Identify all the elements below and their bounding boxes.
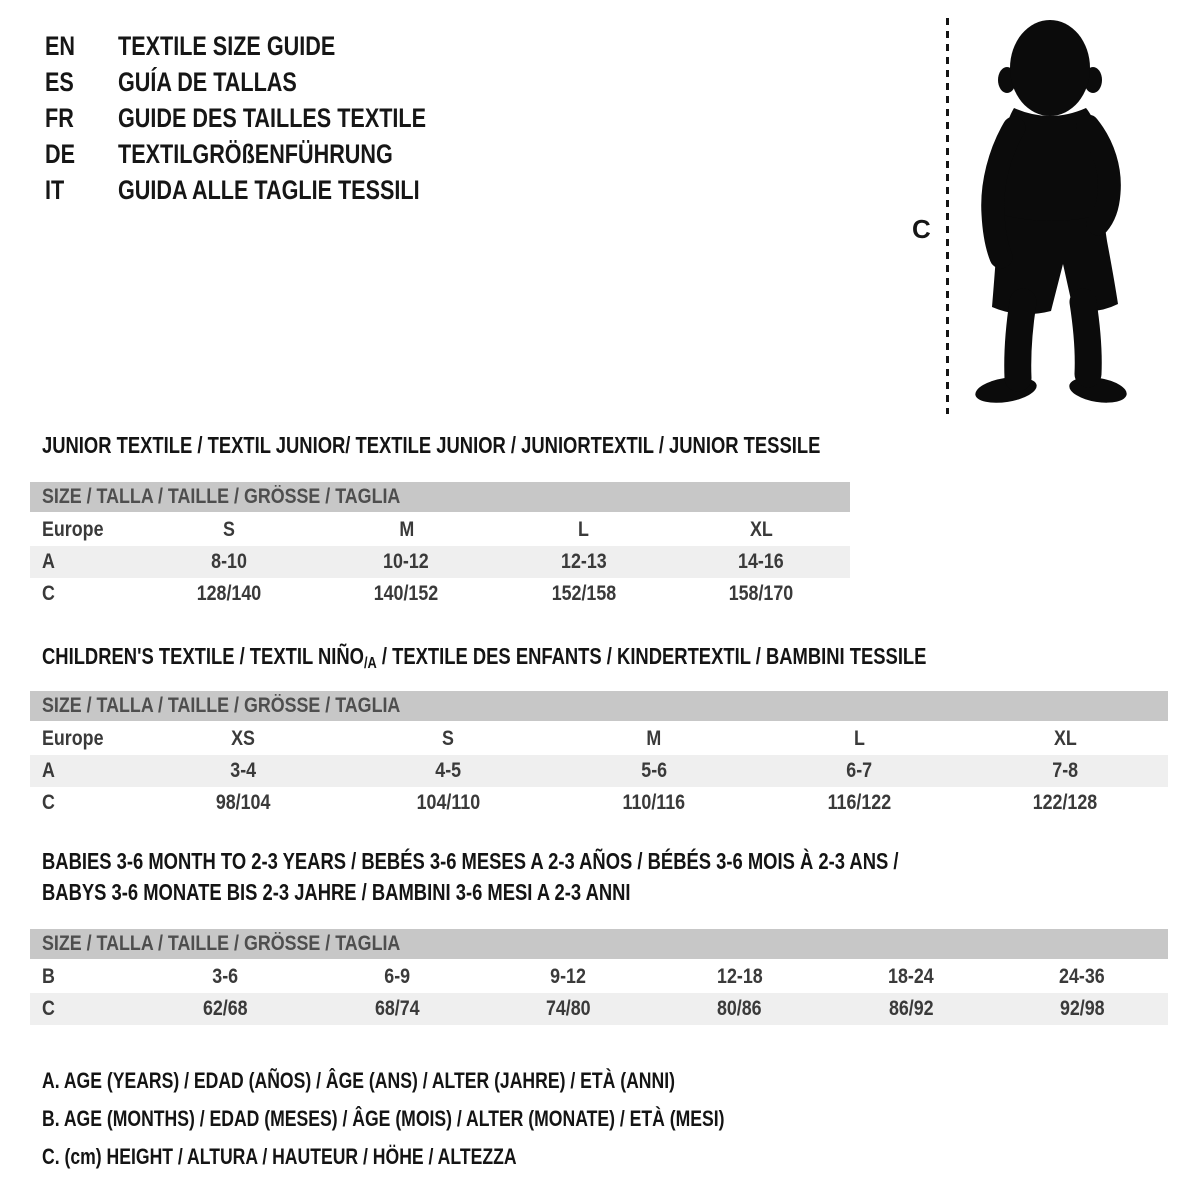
row-label: A: [42, 759, 55, 782]
height-cell: 74/80: [545, 997, 591, 1020]
language-title: GUÍA DE TALLAS: [118, 66, 297, 97]
children-section-title: CHILDREN'S TEXTILE / TEXTIL NIÑO/A / TEXTILE DES ENFANTS / KINDERTEXTIL / BAMBINI TESSILE: [42, 643, 927, 672]
junior-size-table: [30, 482, 850, 610]
height-dotted-line: [946, 18, 949, 414]
table-row-age-months: [30, 961, 1168, 993]
nino-a-subscript: /A: [363, 655, 377, 672]
language-code: IT: [45, 174, 65, 205]
note-c-height-cm: C. (cm) HEIGHT / ALTURA / HAUTEUR / HÖHE / ALTEZZA: [42, 1144, 517, 1169]
language-row-de: [45, 136, 503, 172]
age-cell: 3-4: [229, 759, 256, 782]
row-label: Europe: [42, 727, 104, 750]
junior-section-title: JUNIOR TEXTILE / TEXTIL JUNIOR/ TEXTILE JUNIOR / JUNIORTEXTIL / JUNIOR TESSILE: [42, 432, 821, 458]
age-cell: 24-36: [1059, 965, 1106, 988]
height-cell: 98/104: [215, 791, 271, 814]
table-row-height-cm: [30, 578, 850, 610]
legend-notes: [42, 1062, 895, 1176]
language-code: DE: [45, 138, 76, 169]
height-cell: 68/74: [374, 997, 420, 1020]
height-cell: 80/86: [717, 997, 762, 1020]
language-row-en: [45, 28, 503, 64]
height-cell: 116/122: [827, 791, 892, 814]
children-size-table: [30, 691, 1168, 819]
row-label: C: [42, 582, 55, 605]
language-title-list: [45, 28, 503, 208]
row-label: A: [42, 550, 55, 573]
age-cell: 18-24: [888, 965, 934, 988]
table-row-height-cm: [30, 787, 1168, 819]
height-cell: 122/128: [1032, 791, 1098, 814]
note-a-age-years: A. AGE (YEARS) / EDAD (AÑOS) / ÂGE (ANS) / ALTER (JAHRE) / ETÀ (ANNI): [42, 1068, 675, 1093]
height-cell: 62/68: [203, 997, 248, 1020]
language-code: ES: [45, 66, 74, 97]
row-label: B: [42, 965, 55, 988]
language-title: TEXTILE SIZE GUIDE: [118, 30, 336, 61]
table-row-age-years: [30, 755, 1168, 787]
height-label-c: C: [912, 214, 931, 244]
size-cell: S: [222, 518, 235, 541]
age-cell: 3-6: [212, 965, 239, 988]
age-cell: 4-5: [435, 759, 462, 782]
size-cell: L: [854, 727, 866, 750]
height-cell: 104/110: [416, 791, 481, 814]
size-cell: M: [398, 518, 414, 541]
size-header-bar: SIZE / TALLA / TAILLE / GRÖSSE / TAGLIA: [30, 482, 850, 512]
height-cell: 86/92: [888, 997, 934, 1020]
language-title: GUIDE DES TAILLES TEXTILE: [118, 102, 427, 133]
age-cell: 6-7: [846, 759, 873, 782]
language-row-es: [45, 64, 503, 100]
size-cell: L: [578, 518, 590, 541]
height-cell: 158/170: [728, 582, 794, 605]
age-cell: 6-9: [384, 965, 410, 988]
height-cell: 110/116: [622, 791, 686, 814]
language-row-fr: [45, 100, 503, 136]
language-row-it: [45, 172, 503, 208]
age-cell: 8-10: [210, 550, 247, 573]
note-b-age-months: B. AGE (MONTHS) / EDAD (MESES) / ÂGE (MOIS) / ALTER (MONATE) / ETÀ (MESI): [42, 1106, 725, 1131]
size-cell: M: [646, 727, 662, 750]
row-label: C: [42, 791, 55, 814]
size-header-bar: SIZE / TALLA / TAILLE / GRÖSSE / TAGLIA: [30, 691, 1168, 721]
age-cell: 5-6: [641, 759, 667, 782]
age-cell: 7-8: [1052, 759, 1079, 782]
table-row-age-years: [30, 546, 850, 578]
size-cell: S: [442, 727, 455, 750]
height-cell: 92/98: [1059, 997, 1105, 1020]
size-header-bar: SIZE / TALLA / TAILLE / GRÖSSE / TAGLIA: [30, 929, 1168, 959]
age-cell: 12-13: [560, 550, 607, 573]
row-label: Europe: [42, 518, 104, 541]
babies-title-line-2: BABYS 3-6 MONATE BIS 2-3 JAHRE / BAMBINI 3-6 MESI A 2-3 ANNI: [42, 879, 631, 905]
age-cell: 14-16: [738, 550, 785, 573]
table-row-europe: [30, 514, 850, 546]
toddler-silhouette-image: [962, 16, 1140, 418]
size-cell: XL: [749, 518, 773, 541]
language-title: TEXTILGRÖßENFÜHRUNG: [118, 138, 393, 169]
age-cell: 10-12: [383, 550, 430, 573]
babies-title-line-1: BABIES 3-6 MONTH TO 2-3 YEARS / BEBÉS 3-6 MESES A 2-3 AÑOS / BÉBÉS 3-6 MOIS À 2-3 ANS /: [42, 848, 899, 874]
age-cell: 9-12: [550, 965, 587, 988]
language-code: FR: [45, 102, 74, 133]
table-row-europe: [30, 723, 1168, 755]
babies-size-table: [30, 929, 1168, 1025]
height-cell: 128/140: [196, 582, 262, 605]
size-cell: XS: [230, 727, 255, 750]
babies-section-title: [42, 846, 1113, 908]
age-cell: 12-18: [716, 965, 763, 988]
table-row-height-cm: [30, 993, 1168, 1025]
height-cell: 140/152: [373, 582, 439, 605]
language-title: GUIDA ALLE TAGLIE TESSILI: [118, 174, 420, 205]
language-code: EN: [45, 30, 76, 61]
height-cell: 152/158: [551, 582, 617, 605]
row-label: C: [42, 997, 55, 1020]
size-cell: XL: [1053, 727, 1077, 750]
